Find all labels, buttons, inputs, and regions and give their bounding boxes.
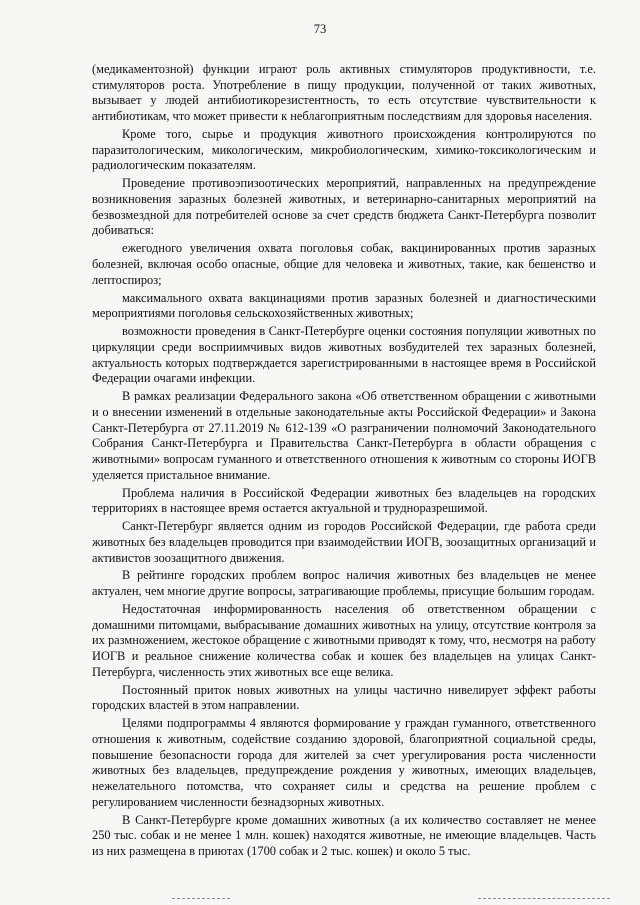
list-item-population-assessment: возможности проведения в Санкт-Петербурге оценки состояния популяции животных по циркуляции среди восприимчивых видов животных возбудителей тех заразных болезней, актуальность которых подтверждается зарегистрированными в настоящее время в Российской Федерации очагами инфекции. bbox=[92, 324, 596, 386]
paragraph-continuation: (медикаментозной) функции играют роль активных стимуляторов продуктивности, т.е. стимуляторов роста. Употребление в пищу продукции, полученной от таких животных, вызывает у людей антибиотикорезистентность, то есть отсутствие чувствительности к антибиотикам, что может привести к неблагоприятным последствиям для здоровья населения. bbox=[92, 62, 596, 124]
page-number: 73 bbox=[313, 22, 327, 36]
paragraph-stray-animals-problem: Проблема наличия в Российской Федерации животных без владельцев на городских территориях в настоящее время остается актуальной и трудноразрешимой. bbox=[92, 485, 596, 516]
paragraph-raw-materials-control: Кроме того, сырье и продукция животного происхождения контролируются по паразитологическим, микологическим, микробиологическим, химико-токсикологическим и радиологическим показателям. bbox=[92, 127, 596, 173]
paragraph-city-problems-rating: В рейтинге городских проблем вопрос наличия животных без владельцев не менее актуален, чем многие другие вопросы, затрагивающие проблемы, присущие большим городам. bbox=[92, 568, 596, 599]
paragraph-lack-of-awareness: Недостаточная информированность населения об ответственном обращении с домашними питомцами, выбрасывание домашних животных на улицу, отсутствие контроля за их размножением, жестокое обращение с животными приводят к тому, что, несмотря на работу ИОГВ и реальное снижение количества собак и кошек без владельцев на улицах Санкт-Петербурга, численность этих животных все еще велика. bbox=[92, 602, 596, 679]
scan-edge-mark-left bbox=[172, 898, 230, 899]
list-item-farm-animal-vaccination: максимального охвата вакцинациями против заразных болезней и диагностическими мероприятиями поголовья сельскохозяйственных животных; bbox=[92, 290, 596, 321]
paragraph-subprogram-goals: Целями подпрограммы 4 являются формирование у граждан гуманного, ответственного отношения к животным, содействие созданию здоровой, благоприятной социальной среды, повышение безопасности города для жителей за счет урегулирования роста численности животных без владельцев, предупреждение рождения у животных, имеющих владельцев, нежелательного потомства, что сохраняет силы и средства на решение проблем с регулированием численности безнадзорных животных. bbox=[92, 716, 596, 809]
paragraph-constant-inflow: Постоянный приток новых животных на улицы частично нивелирует эффект работы городских властей в этом направлении. bbox=[92, 682, 596, 713]
document-body bbox=[92, 62, 596, 862]
paragraph-federal-law: В рамках реализации Федерального закона «Об ответственном обращении с животными и о внесении изменений в отдельные законодательные акты Российской Федерации» и Закона Санкт-Петербурга от 27.11.2019 № 612-139 «О разграничении полномочий Законодательного Собрания Санкт-Петербурга и Правительства Санкт-Петербурга в области обращения с животными» вопросам гуманного и ответственного отношения к животным со стороны ИОГВ уделяется пристальное внимание. bbox=[92, 389, 596, 482]
scan-edge-mark-right bbox=[478, 898, 610, 899]
paragraph-anti-epizootic-measures: Проведение противоэпизоотических мероприятий, направленных на предупреждение возникновения заразных болезней животных, и ветеринарно-санитарных мероприятий на безвозмездной для потребителей основе за счет средств бюджета Санкт-Петербурга позволит добиваться: bbox=[92, 176, 596, 238]
paragraph-animal-counts: В Санкт-Петербурге кроме домашних животных (а их количество составляет не менее 250 тыс. собак и не менее 1 млн. кошек) находятся животные, не имеющие владельцев. Часть из них размещена в приютах (1700 собак и 2 тыс. кошек) и около 5 тыс. bbox=[92, 812, 596, 859]
paragraph-spb-cooperation: Санкт-Петербург является одним из городов Российской Федерации, где работа среди животных без владельцев проводится при взаимодействии ИОГВ, зоозащитных организаций и активистов зоозащитного движения. bbox=[92, 519, 596, 565]
list-item-dog-vaccination: ежегодного увеличения охвата поголовья собак, вакцинированных против заразных болезней, включая особо опасные, общие для человека и животных, такие, как бешенство и лептоспироз; bbox=[92, 241, 596, 287]
